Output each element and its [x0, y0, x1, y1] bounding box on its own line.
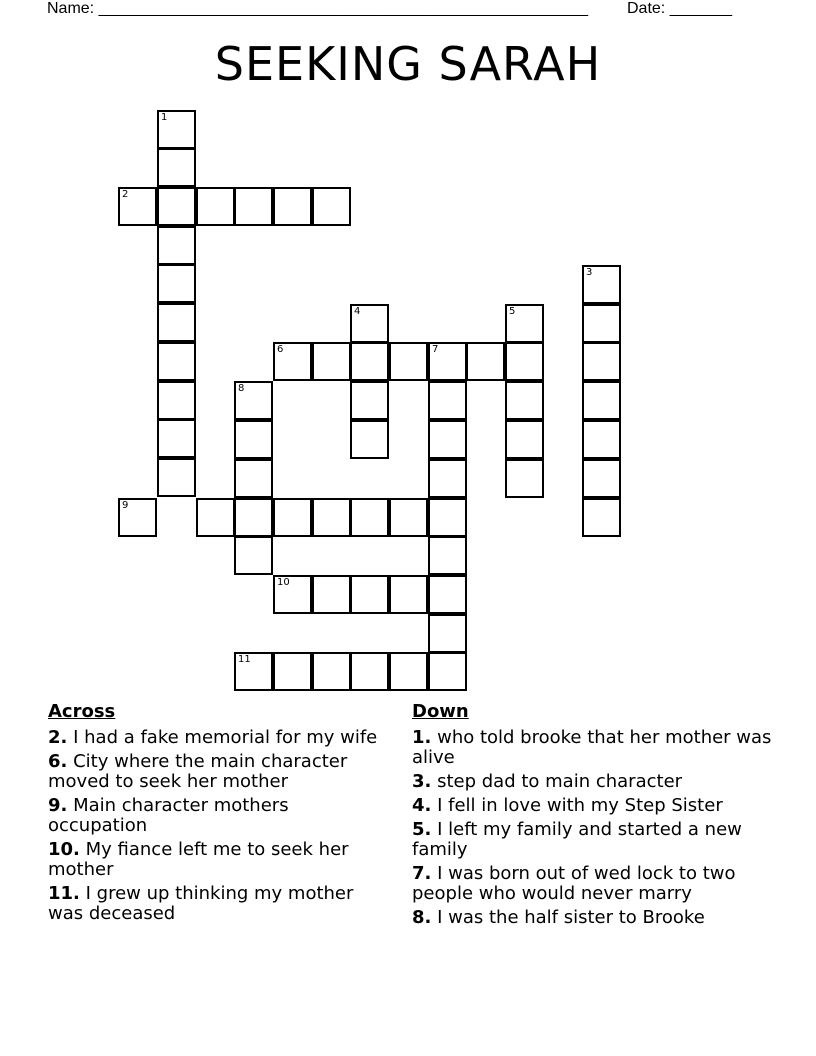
- grid-cell[interactable]: [428, 420, 467, 459]
- clue-item: [48, 728, 388, 748]
- grid-cell[interactable]: [312, 498, 351, 537]
- grid-cell[interactable]: [428, 614, 467, 653]
- clue-number: 9.: [48, 795, 68, 816]
- grid-cell[interactable]: [389, 342, 428, 381]
- grid-cell[interactable]: [234, 652, 273, 691]
- grid-cell[interactable]: [582, 304, 621, 343]
- grid-cell[interactable]: [157, 458, 196, 497]
- grid-cell[interactable]: [312, 652, 351, 691]
- grid-cell[interactable]: [389, 575, 428, 614]
- grid-cell[interactable]: [582, 342, 621, 381]
- grid-cell[interactable]: [350, 420, 389, 459]
- clue-text: I was born out of wed lock to two people who would never marry: [412, 863, 736, 904]
- clue-text: I grew up thinking my mother was deceased: [48, 883, 354, 924]
- across-clues: [48, 702, 388, 928]
- grid-cell[interactable]: [466, 342, 505, 381]
- clue-number: 1.: [412, 727, 432, 748]
- date-field-label: Date: _______: [627, 0, 732, 17]
- clue-number: 7.: [412, 863, 432, 884]
- clue-item: [48, 752, 388, 792]
- grid-cell[interactable]: [157, 419, 196, 458]
- cell-number: 11: [238, 654, 251, 665]
- grid-cell[interactable]: [428, 652, 467, 691]
- clue-text: I fell in love with my Step Sister: [431, 795, 723, 816]
- grid-cell[interactable]: [505, 342, 544, 381]
- cell-number: 5: [509, 306, 516, 317]
- grid-cell[interactable]: [582, 265, 621, 304]
- across-heading: Across: [48, 701, 116, 722]
- clue-item: [412, 820, 772, 860]
- grid-cell[interactable]: [582, 381, 621, 420]
- clue-text: I was the half sister to Brooke: [431, 907, 705, 928]
- clue-item: [48, 796, 388, 836]
- cell-number: 6: [277, 344, 284, 355]
- grid-cell[interactable]: [234, 536, 273, 575]
- cell-number: 2: [122, 189, 129, 200]
- clue-item: [48, 840, 388, 880]
- grid-cell[interactable]: [312, 187, 351, 226]
- grid-cell[interactable]: [157, 303, 196, 342]
- clue-number: 4.: [412, 795, 432, 816]
- grid-cell[interactable]: [157, 110, 196, 149]
- down-heading: Down: [412, 701, 469, 722]
- grid-cell[interactable]: [196, 498, 235, 537]
- clue-text: who told brooke that her mother was alive: [412, 727, 772, 768]
- clue-item: [412, 728, 772, 768]
- clue-text: My fiance left me to seek her mother: [48, 839, 349, 880]
- grid-cell[interactable]: [350, 575, 389, 614]
- grid-cell[interactable]: [234, 187, 273, 226]
- grid-cell[interactable]: [428, 498, 467, 537]
- cell-number: 4: [354, 306, 361, 317]
- grid-cell[interactable]: [505, 459, 544, 498]
- cell-number: 9: [122, 500, 129, 511]
- down-clue-list: [412, 728, 772, 928]
- clue-item: [48, 884, 388, 924]
- grid-cell[interactable]: [505, 381, 544, 420]
- grid-cell[interactable]: [118, 187, 157, 226]
- clue-item: [412, 772, 772, 792]
- grid-cell[interactable]: [157, 264, 196, 303]
- grid-cell[interactable]: [350, 304, 389, 343]
- clue-text: Main character mothers occupation: [48, 795, 289, 836]
- grid-cell[interactable]: [273, 498, 312, 537]
- clue-number: 5.: [412, 819, 432, 840]
- clue-text: City where the main character moved to seek her mother: [48, 751, 348, 792]
- grid-cell[interactable]: [350, 381, 389, 420]
- grid-cell[interactable]: [312, 342, 351, 381]
- grid-cell[interactable]: [157, 381, 196, 420]
- clue-item: [412, 864, 772, 904]
- grid-cell[interactable]: [157, 226, 196, 265]
- clue-text: I had a fake memorial for my wife: [67, 727, 378, 748]
- cell-number: 8: [238, 383, 245, 394]
- clue-number: 8.: [412, 907, 432, 928]
- clue-text: I left my family and started a new family: [412, 819, 742, 860]
- grid-cell[interactable]: [234, 420, 273, 459]
- grid-cell[interactable]: [273, 342, 312, 381]
- clue-number: 2.: [48, 727, 68, 748]
- grid-cell[interactable]: [234, 459, 273, 498]
- grid-cell[interactable]: [428, 342, 467, 381]
- name-field-label: Name: _______________________________________________________: [47, 0, 588, 17]
- clue-number: 3.: [412, 771, 432, 792]
- grid-cell[interactable]: [234, 381, 273, 420]
- cell-number: 3: [586, 267, 593, 278]
- grid-cell[interactable]: [157, 187, 196, 226]
- clue-number: 10.: [48, 839, 80, 860]
- cell-number: 7: [432, 344, 439, 355]
- grid-cell[interactable]: [582, 420, 621, 459]
- grid-cell[interactable]: [157, 148, 196, 187]
- clue-text: step dad to main character: [431, 771, 683, 792]
- grid-cell[interactable]: [505, 304, 544, 343]
- grid-cell[interactable]: [312, 575, 351, 614]
- grid-cell[interactable]: [428, 381, 467, 420]
- grid-cell[interactable]: [273, 652, 312, 691]
- grid-cell[interactable]: [389, 498, 428, 537]
- grid-cell[interactable]: [582, 498, 621, 537]
- clue-item: [412, 796, 772, 816]
- grid-cell[interactable]: [350, 342, 389, 381]
- across-clue-list: [48, 728, 388, 924]
- grid-cell[interactable]: [350, 652, 389, 691]
- puzzle-title: SEEKING SARAH: [214, 37, 602, 91]
- down-clues: [412, 702, 772, 932]
- clue-item: [412, 908, 772, 928]
- grid-cell[interactable]: [234, 498, 273, 537]
- clue-number: 6.: [48, 751, 68, 772]
- cell-number: 1: [161, 112, 168, 123]
- grid-cell[interactable]: [157, 342, 196, 381]
- grid-cell[interactable]: [582, 459, 621, 498]
- grid-cell[interactable]: [428, 575, 467, 614]
- grid-cell[interactable]: [118, 498, 157, 537]
- grid-cell[interactable]: [428, 536, 467, 575]
- clue-number: 11.: [48, 883, 80, 904]
- grid-cell[interactable]: [350, 498, 389, 537]
- cell-number: 10: [277, 577, 290, 588]
- grid-cell[interactable]: [196, 187, 235, 226]
- grid-cell[interactable]: [389, 652, 428, 691]
- grid-cell[interactable]: [273, 187, 312, 226]
- grid-cell[interactable]: [428, 459, 467, 498]
- grid-cell[interactable]: [505, 420, 544, 459]
- grid-cell[interactable]: [273, 575, 312, 614]
